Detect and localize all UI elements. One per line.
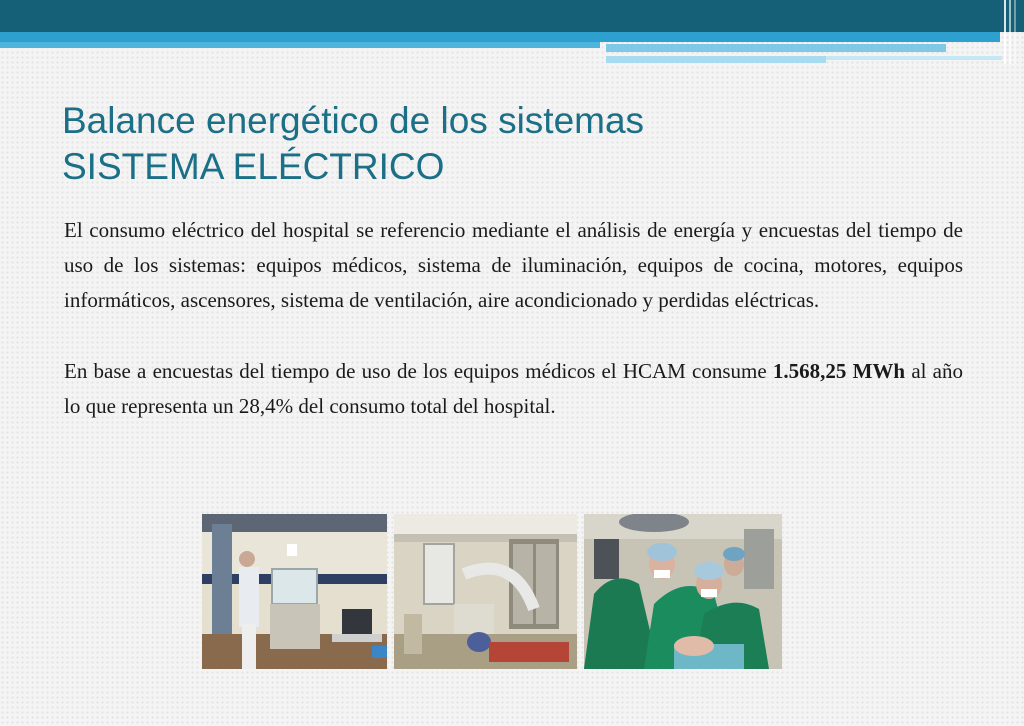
title-line-2: SISTEMA ELÉCTRICO <box>62 146 445 187</box>
title-line-1: Balance energético de los sistemas <box>62 100 645 141</box>
c-arm-xray-room-photo <box>394 514 577 669</box>
paragraph-2-intro: En base a encuestas del tiempo de uso de los equipos médicos el HCAM consume <box>64 359 767 383</box>
paragraph-1: El consumo eléctrico del hospital se referencio mediante el análisis de energía y encuestas del tiempo de uso de los sistemas: equipos médicos, sistema de iluminación, equipos de cocina, motores, equipos informáticos, ascensores, sistema de ventilación, aire acondicionado y perdidas eléctricas. <box>64 218 963 312</box>
surgery-team-photo <box>584 514 782 669</box>
slide-body <box>64 213 963 424</box>
slide-title <box>62 98 962 190</box>
header-stripe <box>606 56 826 63</box>
consumption-value: 1.568,25 MWh <box>772 359 906 383</box>
header-stripe <box>0 42 600 48</box>
header-stripe <box>826 56 1002 60</box>
header-vertical-lines <box>992 0 1016 64</box>
header-stripe <box>606 44 946 52</box>
neonatal-incubator-photo <box>202 514 387 669</box>
header-bar <box>0 0 1024 32</box>
header-stripe <box>0 32 1000 42</box>
paragraph-2 <box>64 354 963 424</box>
paragraph-2-end: al año lo que representa un 28,4% del consumo total del hospital. <box>64 359 963 418</box>
